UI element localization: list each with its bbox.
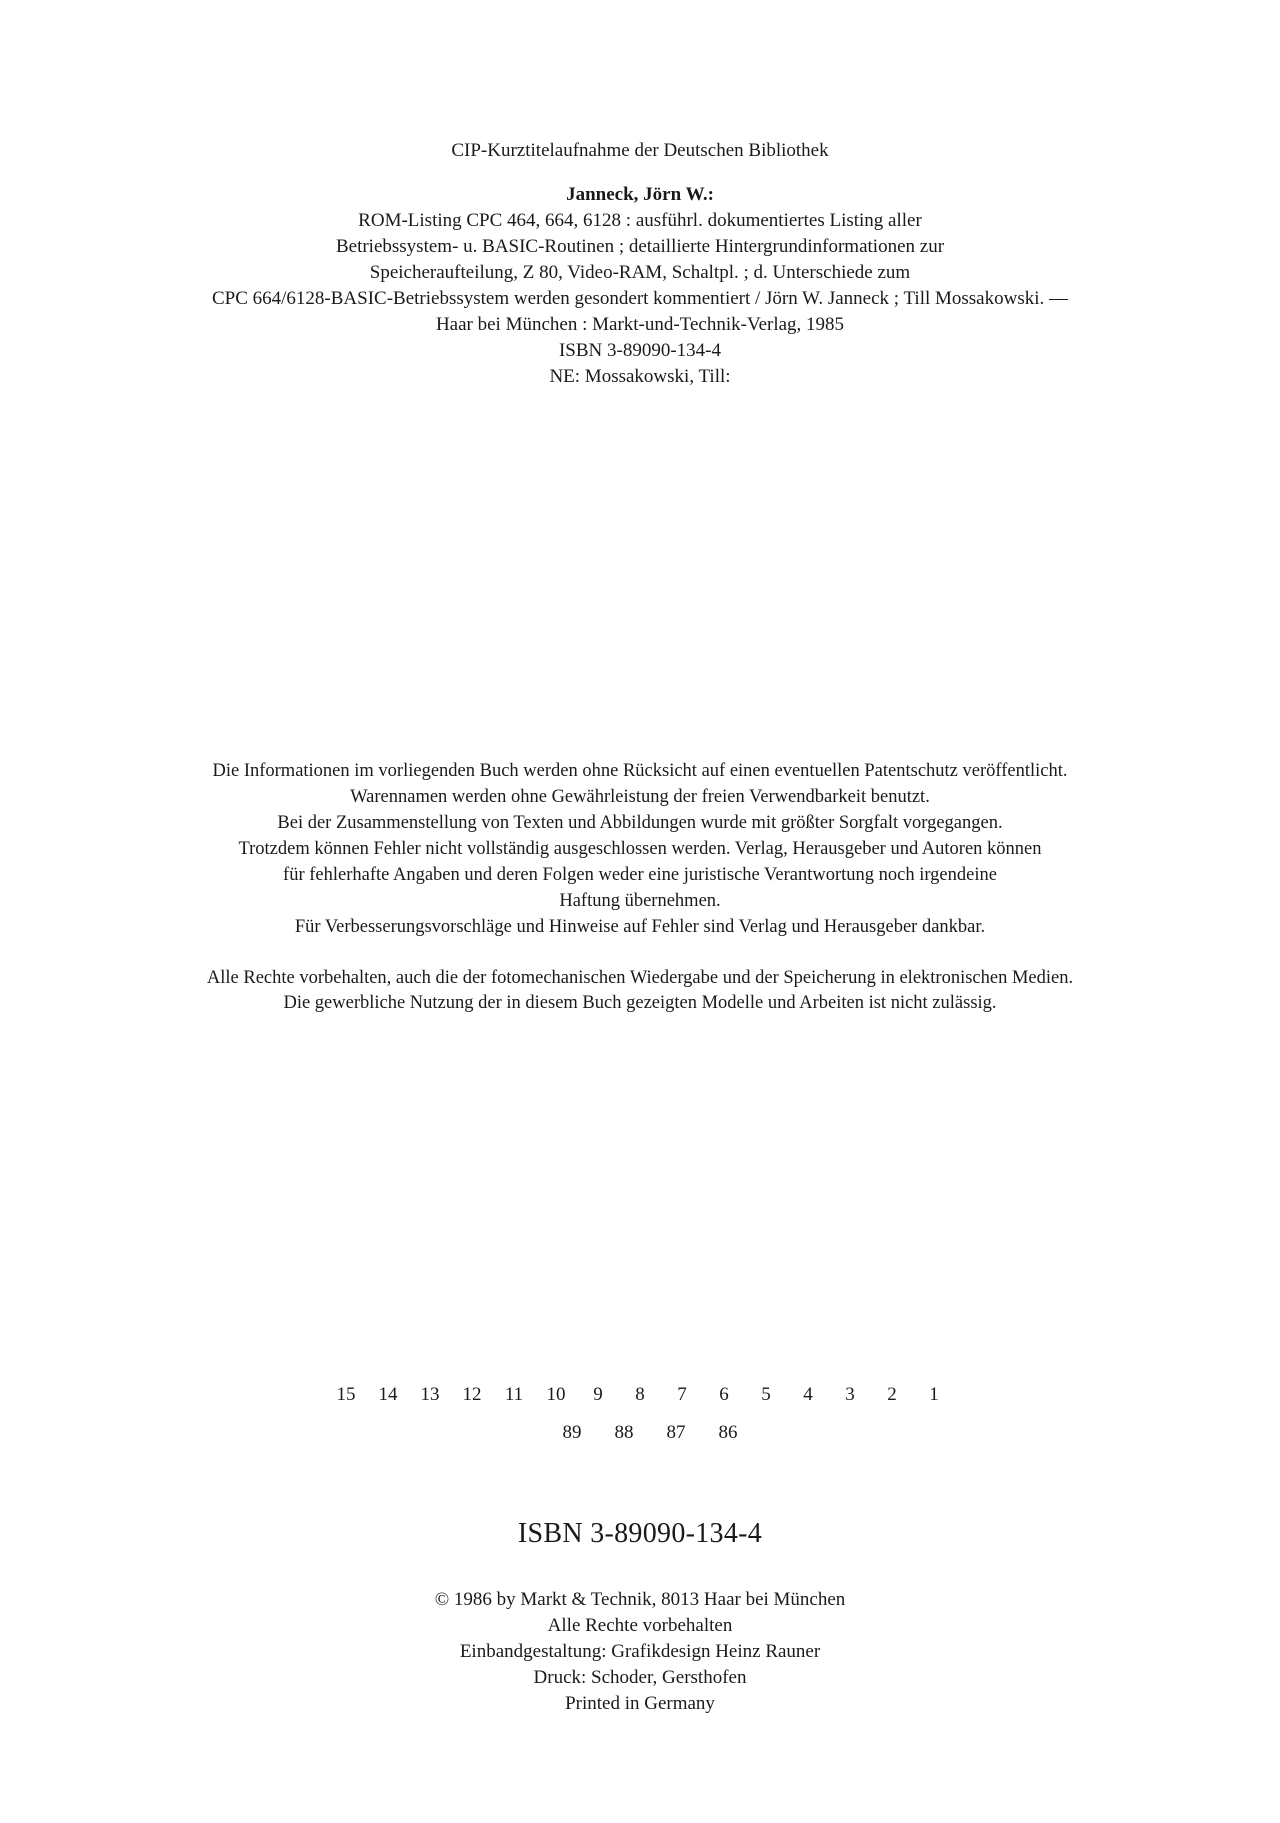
- impression-number: 1: [929, 1384, 939, 1405]
- impression-number: 3: [845, 1384, 855, 1405]
- disclaimer-line: Warennamen werden ohne Gewährleistung der freien Verwendbarkeit benutzt.: [350, 787, 930, 807]
- cip-catalog-entry: [0, 138, 1280, 390]
- copyright-line: Druck: Schoder, Gersthofen: [533, 1667, 747, 1688]
- impression-number: 10: [546, 1384, 566, 1405]
- copyright-line: © 1986 by Markt & Technik, 8013 Haar bei München: [434, 1589, 846, 1610]
- cip-heading: CIP-Kurztitelaufnahme der Deutschen Bibliothek: [451, 140, 829, 161]
- impression-number: 11: [504, 1384, 524, 1405]
- copyright-line: Alle Rechte vorbehalten: [547, 1615, 733, 1636]
- year-numbers: [0, 1420, 1280, 1446]
- disclaimer-line: Bei der Zusammenstellung von Texten und Abbildungen wurde mit größter Sorgfalt vorgegangen.: [277, 813, 1003, 833]
- cip-spacer: [0, 164, 1280, 182]
- disclaimer-line: Haftung übernehmen.: [559, 891, 721, 911]
- copyright-line: Printed in Germany: [565, 1693, 715, 1714]
- liability-disclaimer: [0, 758, 1280, 940]
- printing-line: [0, 1382, 1280, 1446]
- disclaimer-line: Trotzdem können Fehler nicht vollständig ausgeschlossen werden. Verlag, Herausgeber und Autoren können: [238, 839, 1042, 859]
- year-number: 86: [718, 1422, 738, 1443]
- isbn: ISBN 3-89090-134-4: [517, 1518, 763, 1549]
- year-number: 88: [614, 1422, 634, 1443]
- cip-line: Haar bei München : Markt-und-Technik-Verlag, 1985: [435, 314, 845, 335]
- rights-notice: [0, 966, 1280, 1016]
- cip-line: ROM-Listing CPC 464, 664, 6128 : ausführl. dokumentiertes Listing aller: [358, 210, 922, 231]
- impression-number: 6: [719, 1384, 729, 1405]
- copyright-line: Einbandgestaltung: Grafikdesign Heinz Rauner: [459, 1641, 821, 1662]
- cip-line: ISBN 3-89090-134-4: [558, 340, 722, 361]
- impression-number: 8: [635, 1384, 645, 1405]
- year-number: 89: [562, 1422, 582, 1443]
- impression-number: 13: [420, 1384, 440, 1405]
- cip-line: Speicheraufteilung, Z 80, Video-RAM, Schaltpl. ; d. Unterschiede zum: [369, 262, 911, 283]
- impression-number: 9: [593, 1384, 603, 1405]
- cip-line: CPC 664/6128-BASIC-Betriebssystem werden gesondert kommentiert / Jörn W. Janneck ; Till Mossakowski. —: [211, 288, 1069, 309]
- impression-number: 7: [677, 1384, 687, 1405]
- disclaimer-line: Für Verbesserungsvorschläge und Hinweise auf Fehler sind Verlag und Herausgeber dankbar.: [294, 917, 986, 937]
- copyright-block: [0, 1587, 1280, 1717]
- disclaimer-line: Die Informationen im vorliegenden Buch werden ohne Rücksicht auf einen eventuellen Patentschutz veröffentlicht.: [212, 761, 1068, 781]
- impression-numbers: [0, 1382, 1280, 1408]
- impression-number: 14: [378, 1384, 398, 1405]
- year-number: 87: [666, 1422, 686, 1443]
- impression-number: 12: [462, 1384, 482, 1405]
- impression-number: 4: [803, 1384, 813, 1405]
- cip-author: Janneck, Jörn W.:: [566, 184, 714, 205]
- impression-number: 15: [336, 1384, 356, 1405]
- rights-line: Die gewerbliche Nutzung der in diesem Buch gezeigten Modelle und Arbeiten ist nicht zulässig.: [283, 993, 997, 1013]
- cip-line: NE: Mossakowski, Till:: [549, 366, 731, 387]
- cip-line: Betriebssystem- u. BASIC-Routinen ; detaillierte Hintergrundinformationen zur: [335, 236, 945, 257]
- impression-number: 2: [887, 1384, 897, 1405]
- disclaimer-line: für fehlerhafte Angaben und deren Folgen weder eine juristische Verantwortung noch irgendeine: [283, 865, 997, 885]
- impression-number: 5: [761, 1384, 771, 1405]
- rights-line: Alle Rechte vorbehalten, auch die der fotomechanischen Wiedergabe und der Speicherung in elektronischen Medien.: [206, 968, 1074, 988]
